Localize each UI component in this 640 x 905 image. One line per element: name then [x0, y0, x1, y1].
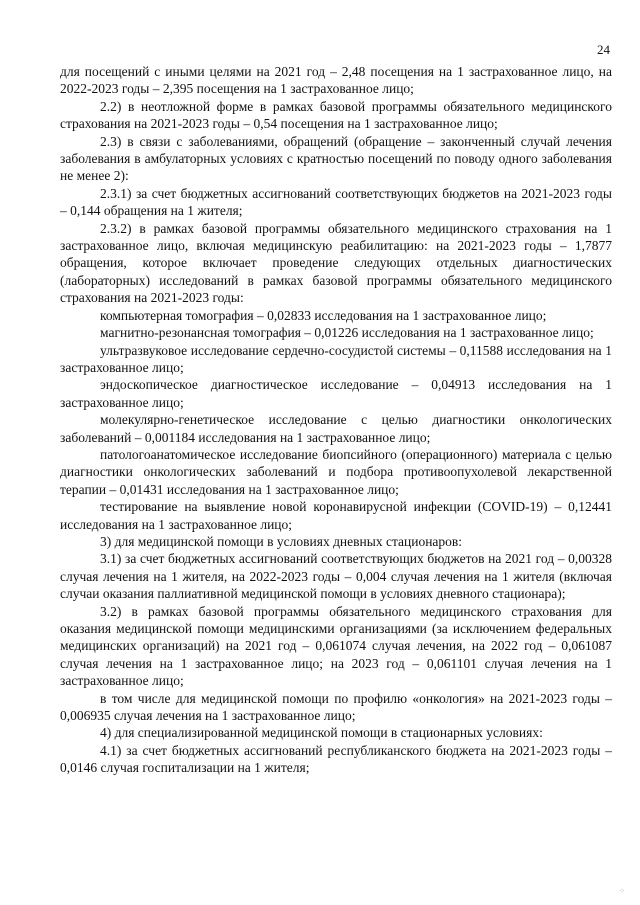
paragraph: 3.1) за счет бюджетных ассигнований соответствующих бюджетов на 2021 год – 0,00328 случая лечения на 1 жителя, на 2022-2023 годы – 0,004 случая лечения на 1 жителя (включая случаи оказания паллиативной медицинской помощи в условиях дневного стационара); — [60, 551, 612, 602]
paragraph: тестирование на выявление новой коронавирусной инфекции (COVID-19) – 0,12441 исследования на 1 застрахованное лицо; — [60, 499, 612, 532]
scan-mark: ⁘ — [619, 887, 626, 895]
paragraph: компьютерная томография – 0,02833 исследования на 1 застрахованное лицо; — [100, 307, 547, 323]
paragraph: магнитно-резонансная томография – 0,01226 исследования на 1 застрахованное лицо; — [100, 325, 594, 341]
paragraph: для посещений с иными целями на 2021 год – 2,48 посещения на 1 застрахованное лицо, на 2022-2023 годы – 2,395 посещения на 1 застрахованное лицо; — [60, 64, 612, 97]
paragraph: 3) для медицинской помощи в условиях дневных стационаров: — [100, 533, 463, 549]
paragraph: 4) для специализированной медицинской помощи в стационарных условиях: — [100, 725, 543, 741]
document-body — [60, 63, 612, 777]
paragraph: 2.3.1) за счет бюджетных ассигнований соответствующих бюджетов на 2021-2023 годы – 0,144 обращения на 1 жителя; — [60, 185, 612, 219]
paragraph: ультразвуковое исследование сердечно-сосудистой системы – 0,11588 исследования на 1 застрахованное лицо; — [60, 342, 612, 375]
paragraph: в том числе для медицинской помощи по профилю «онкология» на 2021-2023 годы – 0,006935 случая лечения на 1 застрахованное лицо; — [60, 690, 612, 724]
paragraph: 2.3) в связи с заболеваниями, обращений (обращение – законченный случай лечения заболевания в амбулаторных условиях с кратностью посещений по поводу одного заболевания не менее 2): — [60, 133, 612, 184]
paragraph: 2.3.2) в рамках базовой программы обязательного медицинского страхования на 1 застрахованное лицо, включая медицинскую реабилитацию: на 2021-2023 годы – 1,7877 обращения, которое включает проведение следующих отдельных диагностических (лабораторных) исследований в рамках базовой программы обязательного медицинского страхования на 2021-2023 годы: — [60, 220, 612, 306]
paragraph: 3.2) в рамках базовой программы обязательного медицинского страхования для оказания медицинской помощи медицинскими организациями (за исключением федеральных медицинских организаций) на 2021 год – 0,061074 случая лечения, на 2022 год – 0,061087 случая лечения на 1 застрахованное лицо; на 2023 год – 0,061101 случая лечения на 1 застрахованное лицо; — [60, 603, 612, 689]
paragraph: молекулярно-генетическое исследование с целью диагностики онкологических заболеваний – 0,001184 исследования на 1 застрахованное лицо; — [60, 412, 612, 445]
paragraph: эндоскопическое диагностическое исследование – 0,04913 исследования на 1 застрахованное лицо; — [60, 377, 612, 410]
paragraph: 2.2) в неотложной форме в рамках базовой программы обязательного медицинского страхования на 2021-2023 годы – 0,54 посещения на 1 застрахованное лицо; — [60, 98, 612, 132]
page-number: 24 — [597, 42, 610, 57]
paragraph: 4.1) за счет бюджетных ассигнований республиканского бюджета на 2021-2023 годы – 0,0146 случая госпитализации на 1 жителя; — [60, 742, 612, 776]
paragraph: патологоанатомическое исследование биопсийного (операционного) материала с целью диагностики онкологических заболеваний и подбора противоопухолевой лекарственной терапии – 0,01431 исследования на 1 застрахованное лицо; — [60, 446, 612, 497]
